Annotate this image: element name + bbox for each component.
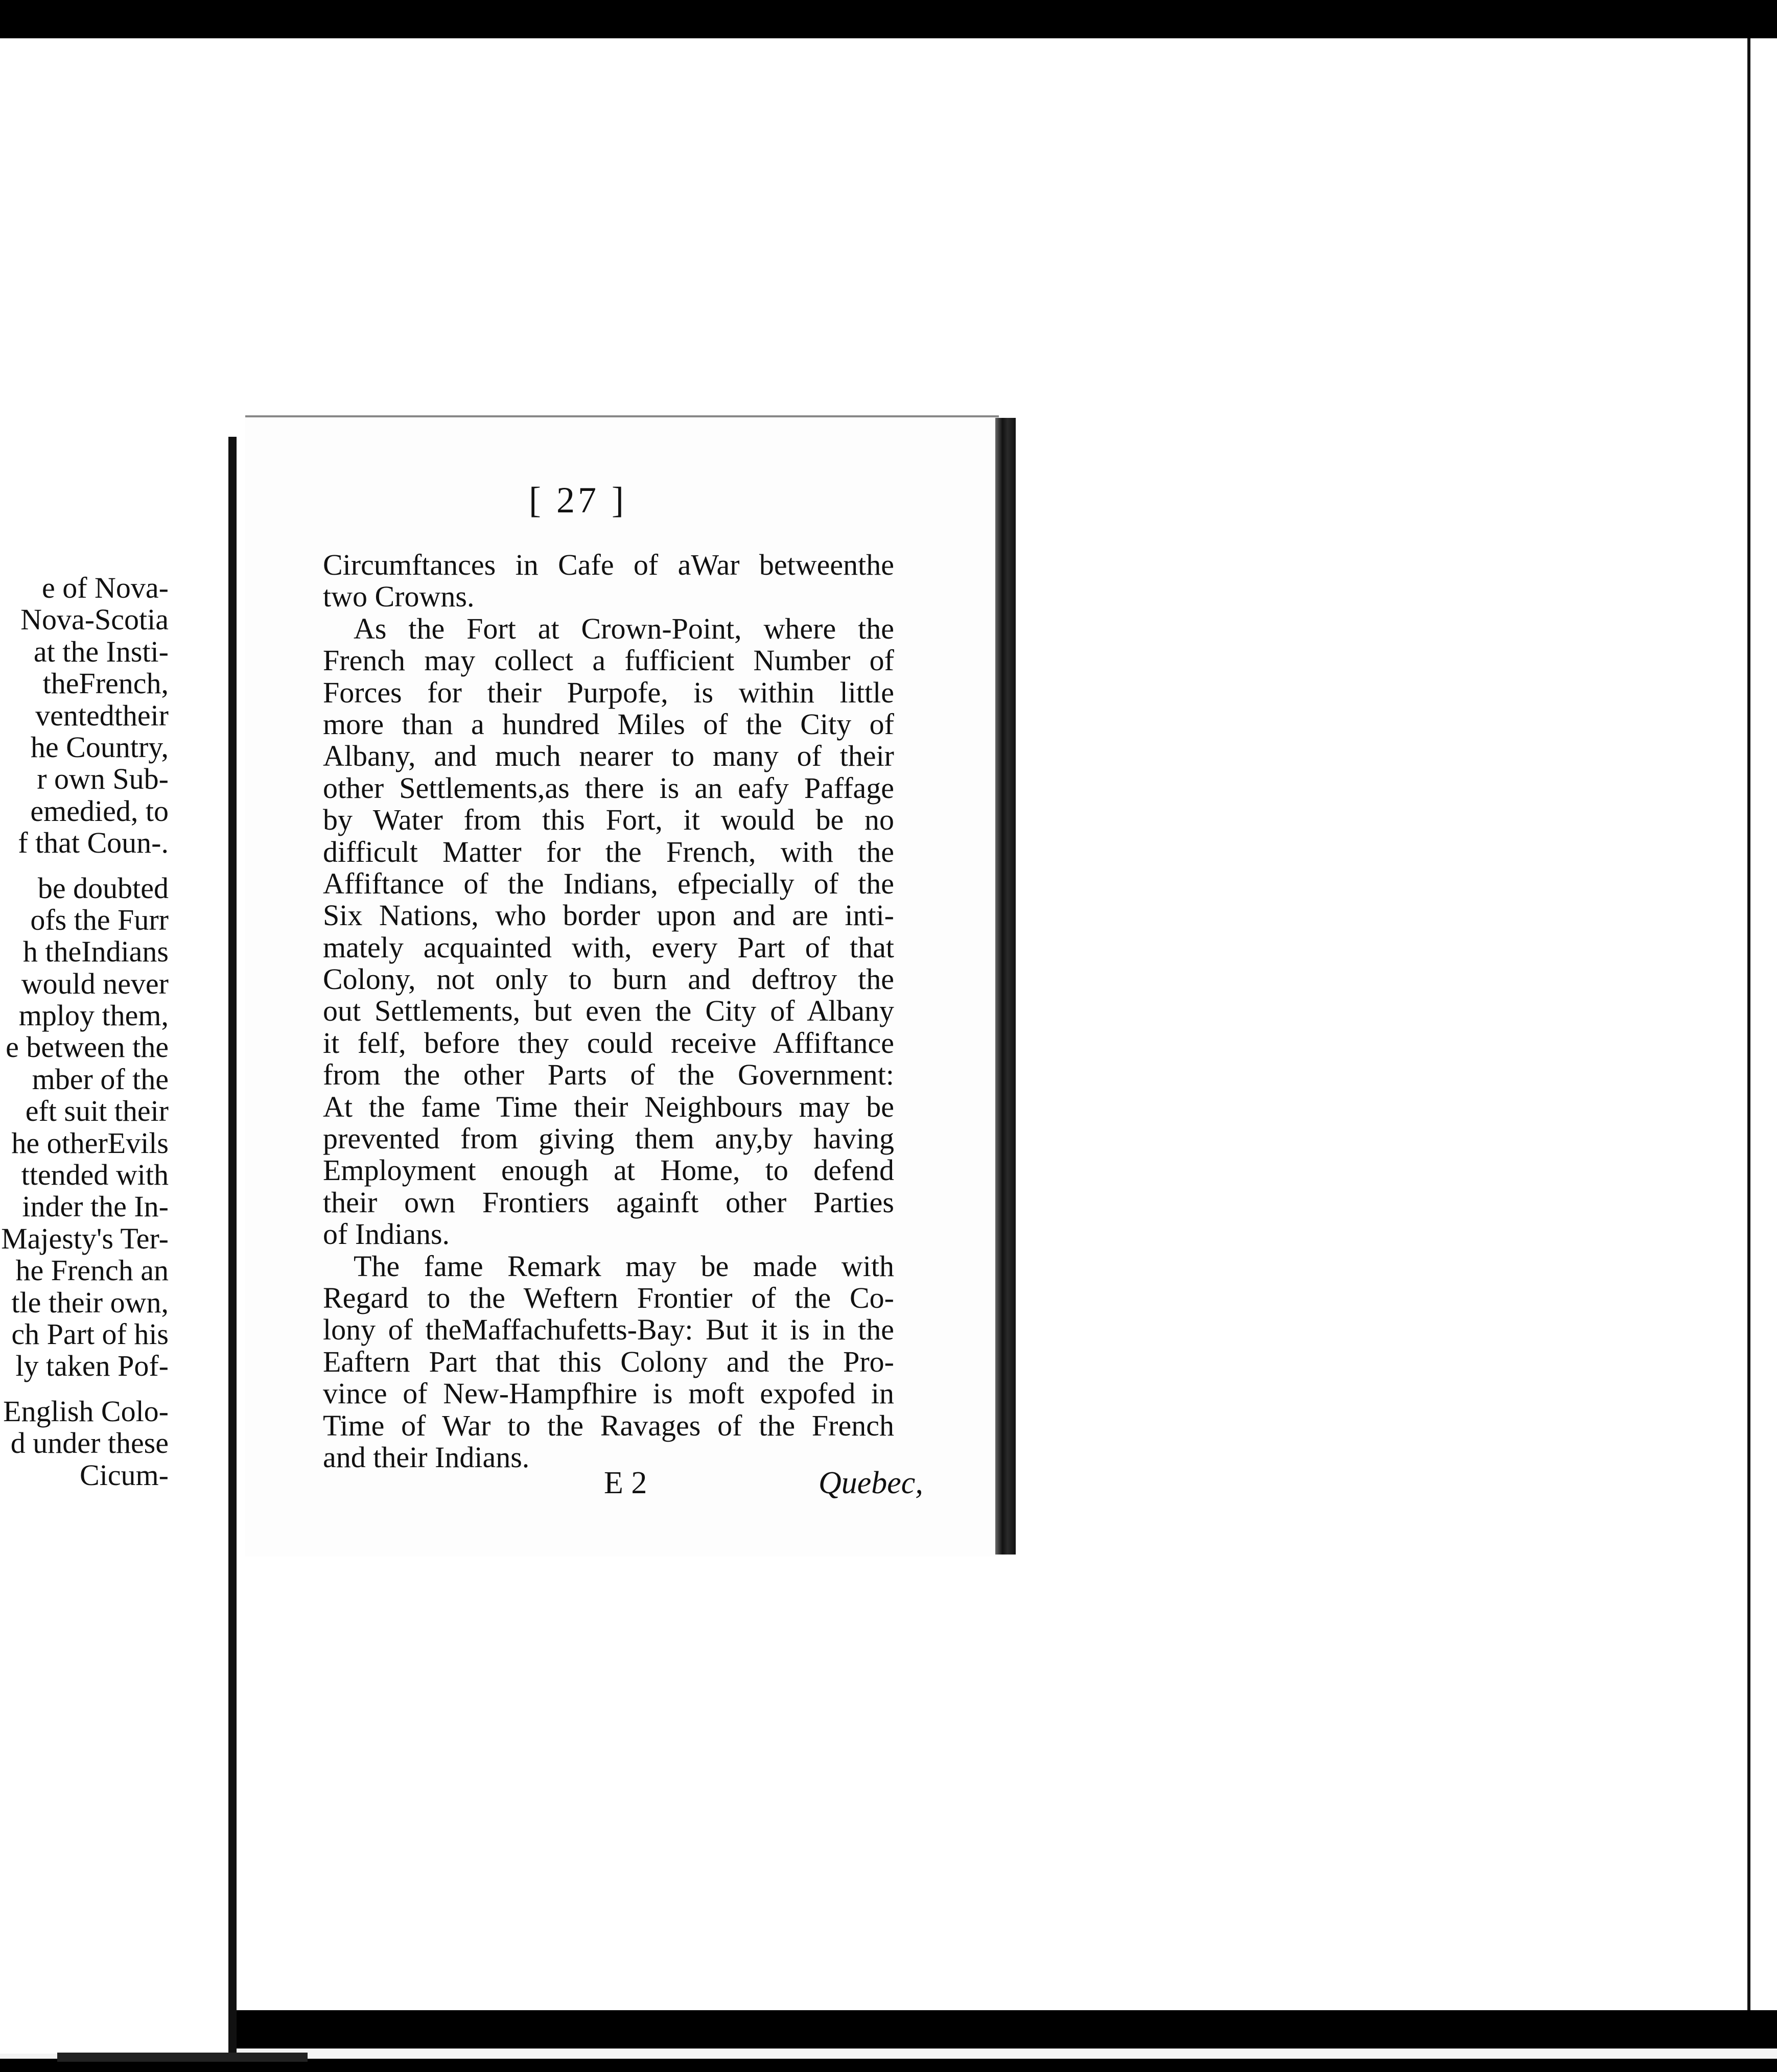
text-line: Employment enough at Home, to defend [323,1153,894,1187]
catchword: Quebec, [819,1466,923,1500]
facing-page-line: f that Coun-. [18,826,169,860]
facing-page-line: h theIndians [22,935,169,969]
scan-border-bottom [0,2013,1777,2072]
text-line: other Settlements,as there is an eafy Paffage [323,771,894,805]
facing-page-line: ch Part of his [11,1317,169,1351]
text-line: As the Fort at Crown-Point, where the [354,611,894,645]
text-line: Six Nations, who border upon and are inti- [323,899,894,932]
text-line: two Crowns. [323,580,475,614]
scan-border-right [1747,38,1777,2010]
signature-mark: E 2 [604,1466,647,1500]
gutter-shadow [57,2053,308,2062]
facing-page-gap [1,859,169,873]
text-line: Eaftern Part that this Colony and the Pro- [323,1345,894,1378]
facing-page-line: eft suit their [25,1094,169,1128]
page-body [323,549,894,1473]
facing-page-line: at the Insti- [33,634,169,668]
facing-page-line: Cicum- [80,1458,169,1492]
facing-page-text [1,572,169,1491]
text-line: Affiftance of the Indians, efpecially of the [323,866,894,900]
text-line: French may collect a fufficient Number of [323,644,894,677]
facing-page-line: he otherEvils [11,1126,169,1160]
facing-page-line: he Country, [30,730,169,764]
text-line: Regard to the Weftern Frontier of the Co- [323,1281,894,1314]
page-edge-shadow [995,418,1016,1555]
facing-page-line: would never [21,967,169,1000]
text-line: out Settlements, but even the City of Albany [323,994,894,1028]
facing-page-line: ofs the Furr [30,903,169,936]
text-line: by Water from this Fort, it would be no [323,803,894,837]
text-line: At the fame Time their Neighbours may be [323,1090,894,1123]
facing-page-line: r own Sub- [37,762,169,796]
text-line: their own Frontiers againft other Parties [323,1185,894,1219]
facing-page-line: e of Nova- [41,571,169,604]
facing-page-line: ly taken Pof- [15,1349,169,1383]
facing-page-line: e between the [6,1030,169,1064]
text-line: mately acquainted with, every Part of that [323,930,894,964]
text-line: more than a hundred Miles of the City of [323,707,894,741]
facing-page-line: English Colo- [3,1394,169,1428]
facing-page-line: inder the In- [22,1190,169,1223]
facing-page-gap [1,1382,169,1396]
text-line: and their Indians. [323,1440,530,1474]
facing-page-line: theFrench, [42,667,169,700]
page-number: [ 27 ] [529,480,627,521]
facing-page [0,437,232,2054]
text-line: difficult Matter for the French, with the [323,835,894,868]
text-line: Albany, and much nearer to many of their [323,739,894,773]
facing-page-line: ttended with [21,1158,169,1192]
facing-page-line: be doubted [37,871,169,905]
text-line: Forces for their Purpofe, is within little [323,675,894,709]
facing-page-line: Majesty's Ter- [1,1221,169,1255]
text-line: The fame Remark may be made with [354,1249,894,1283]
facing-page-line: ventedtheir [35,698,169,732]
text-line: Circumftances in Cafe of aWar betweenthe [323,548,894,581]
facing-page-line: d under these [10,1426,169,1460]
text-line: it felf, before they could receive Affiftance [323,1026,894,1059]
text-line: prevented from giving them any,by having [323,1122,894,1156]
text-line: Colony, not only to burn and deftroy the [323,962,894,996]
facing-page-line: he French an [15,1254,169,1287]
facing-page-line: mber of the [32,1062,169,1096]
text-line: vince of New-Hampfhire is moft expofed in [323,1377,894,1410]
facing-page-line: Nova-Scotia [20,603,169,637]
text-line: lony of theMaffachufetts-Bay: But it is in the [323,1313,894,1347]
facing-page-line: mploy them, [18,999,169,1032]
facing-page-line: emedied, to [30,794,169,828]
text-line: of Indians. [323,1217,450,1251]
book-gutter [228,437,237,2061]
text-line: from the other Parts of the Government: [323,1058,894,1092]
text-line: Time of War to the Ravages of the French [323,1408,894,1442]
facing-page-line: tle their own, [11,1285,169,1319]
